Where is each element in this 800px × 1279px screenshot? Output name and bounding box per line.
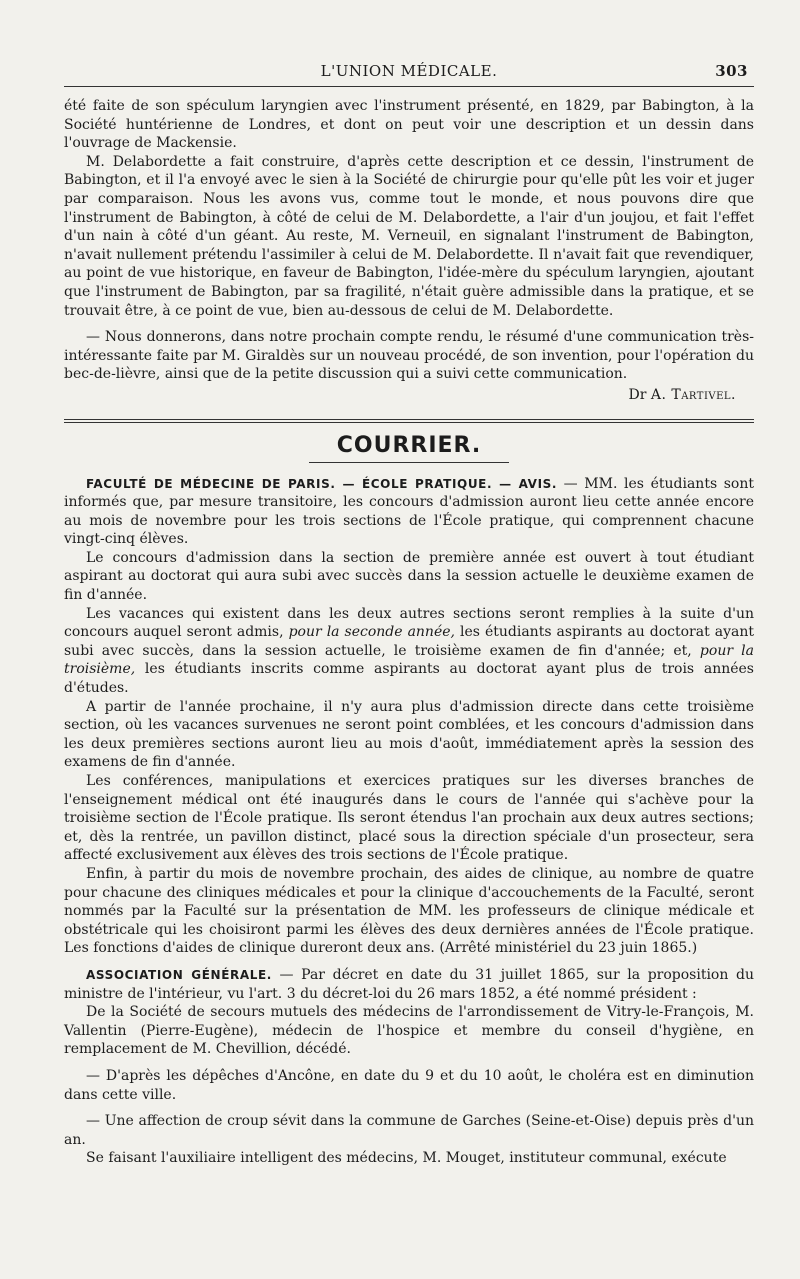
section-divider [64, 419, 754, 423]
item-text: — Par décret en date du 31 juillet 1865, sur la proposition du ministre de l'intérieur, vu l'art. 3 du décret-loi du 26 mars 1852, a été nommé président : [64, 966, 754, 1002]
courrier-paragraph [64, 605, 754, 698]
journal-title: L'UNION MÉDICALE. [320, 62, 498, 80]
italic-text: pour la troisième, [64, 642, 754, 678]
article-paragraph: — Nous donnerons, dans notre prochain compte rendu, le résumé d'une communication très-intéressante faite par M. Giraldès sur un nouveau procédé, de son invention, pour l'opération du bec-de-lièvre, ainsi que de la petite discussion qui a suivi cette communication. [64, 329, 754, 383]
courrier-paragraph: Le concours d'admission dans la section de première année est ouvert à tout étudiant aspirant au doctorat qui aura subi avec succès dans la session actuelle le deuxième examen de fin d'année. [64, 549, 754, 604]
article-paragraph: été faite de son spéculum laryngien avec l'instrument présenté, en 1829, par Babington, à la Société huntérienne de Londres, et dont on peut voir une description et un dessin dans l'ouvrage de Mackensie. [64, 98, 754, 152]
heading-underline [309, 462, 509, 463]
courrier-paragraph: Enfin, à partir du mois de novembre prochain, des aides de clinique, au nombre de quatre pour chacune des cliniques médicales et pour la clinique d'accouchements de la Faculté, seront nommés par la Faculté sur la présentation de MM. les professeurs de clinique médicale et obstétricale qui les choisiront parmi les élèves des deux dernières années de l'École pratique. Les fonctions d'aides de clinique dureront deux ans. (Arrêté ministériel du 23 juin 1865.) [64, 865, 754, 957]
running-header [64, 60, 754, 87]
item-label: ASSOCIATION GÉNÉRALE. [86, 967, 272, 982]
paragraph-text: Les vacances qui existent dans les deux autres sections seront remplies à la suite d'un concours auquel seront admis, [64, 605, 754, 641]
article-continuation [64, 97, 754, 405]
courrier-item-association [64, 966, 754, 1003]
italic-text: pour la seconde année, [288, 624, 455, 641]
article-paragraph: M. Delabordette a fait construire, d'après cette description et ce dessin, l'instrument de Babington, et il l'a envoyé avec le sien à la Société de chirurgie pour qu'elle pût les voir et juger par comparaison. Nous les avons vus, comme tout le monde, et nous pouvons dire que l'instrument de Babington, à côté de celui de M. Delabordette, a l'air d'un joujou, et fait l'effet d'un nain à côté d'un géant. Au reste, M. Verneuil, en signalant l'instrument de Babington, n'avait nullement prétendu l'assimiler à celui de M. Delabordette. Il n'avait fait que revendiquer, au point de vue historique, en faveur de Babington, l'idée-mère du spéculum laryngien, ajoutant que l'instrument de Babington, par sa fragilité, n'était guère admissible dans la pratique, et se trouvait être, à ce point de vue, bien au-dessous de celui de M. Delabordette. [64, 153, 754, 319]
courrier-paragraph: — Une affection de croup sévit dans la commune de Garches (Seine-et-Oise) depuis près d'un an. [64, 1113, 754, 1148]
courrier-item-faculte [64, 475, 754, 549]
courrier-paragraph: De la Société de secours mutuels des médecins de l'arrondissement de Vitry-le-François, M. Vallentin (Pierre-Eugène), médecin de l'hospice et membre du conseil d'hygiène, en remplacement de M. Chevillion, décédé. [64, 1004, 754, 1058]
courrier-paragraph: A partir de l'année prochaine, il n'y aura plus d'admission directe dans cette troisième section, où les vacances survenues ne seront point comblées, et les concours d'admission dans les deux premières sections auront lieu au mois d'août, immédiatement après la session des examens de fin d'année. [64, 698, 754, 771]
signature-name: A. Tartivel. [650, 386, 736, 403]
courrier-paragraph: Les conférences, manipulations et exercices pratiques sur les diverses branches de l'enseignement médical ont été inaugurés dans le cours de l'année qui s'achève pour la troisième section de l'École pratique. Ils seront étendus l'an prochain aux deux autres sections; et, dès la rentrée, un pavillon distinct, placé sous la direction spéciale d'un prosecteur, sera affecté exclusivement aux élèves des trois sections de l'École pratique. [64, 773, 754, 864]
signature-prefix: Dr [628, 386, 647, 403]
courrier-paragraph: — D'après les dépêches d'Ancône, en date du 9 et du 10 août, le choléra est en diminution dans cette ville. [64, 1067, 754, 1103]
courrier-paragraph: Se faisant l'auxiliaire intelligent des médecins, M. Mouget, instituteur communal, exécute [86, 1150, 727, 1167]
paragraph-text: les étudiants aspirants au doctorat ayant subi avec succès, dans la session actuelle, le troisième examen de fin d'année; et, [64, 624, 754, 659]
article-signature [64, 386, 754, 405]
section-heading: COURRIER. [336, 432, 482, 458]
paragraph-text: les étudiants inscrits comme aspirants au doctorat ayant plus de trois années d'études. [64, 661, 754, 697]
item-label: FACULTÉ DE MÉDECINE DE PARIS. — ÉCOLE PRATIQUE. — AVIS. [86, 476, 558, 491]
item-text: — MM. les étudiants sont informés que, par mesure transitoire, les concours d'admission auront lieu cette année encore au mois de novembre pour les trois sections de l'École pratique, qui comprennent chacune vingt-cinq élèves. [64, 475, 754, 548]
courrier-section [64, 475, 754, 1168]
page-number: 303 [715, 62, 748, 80]
